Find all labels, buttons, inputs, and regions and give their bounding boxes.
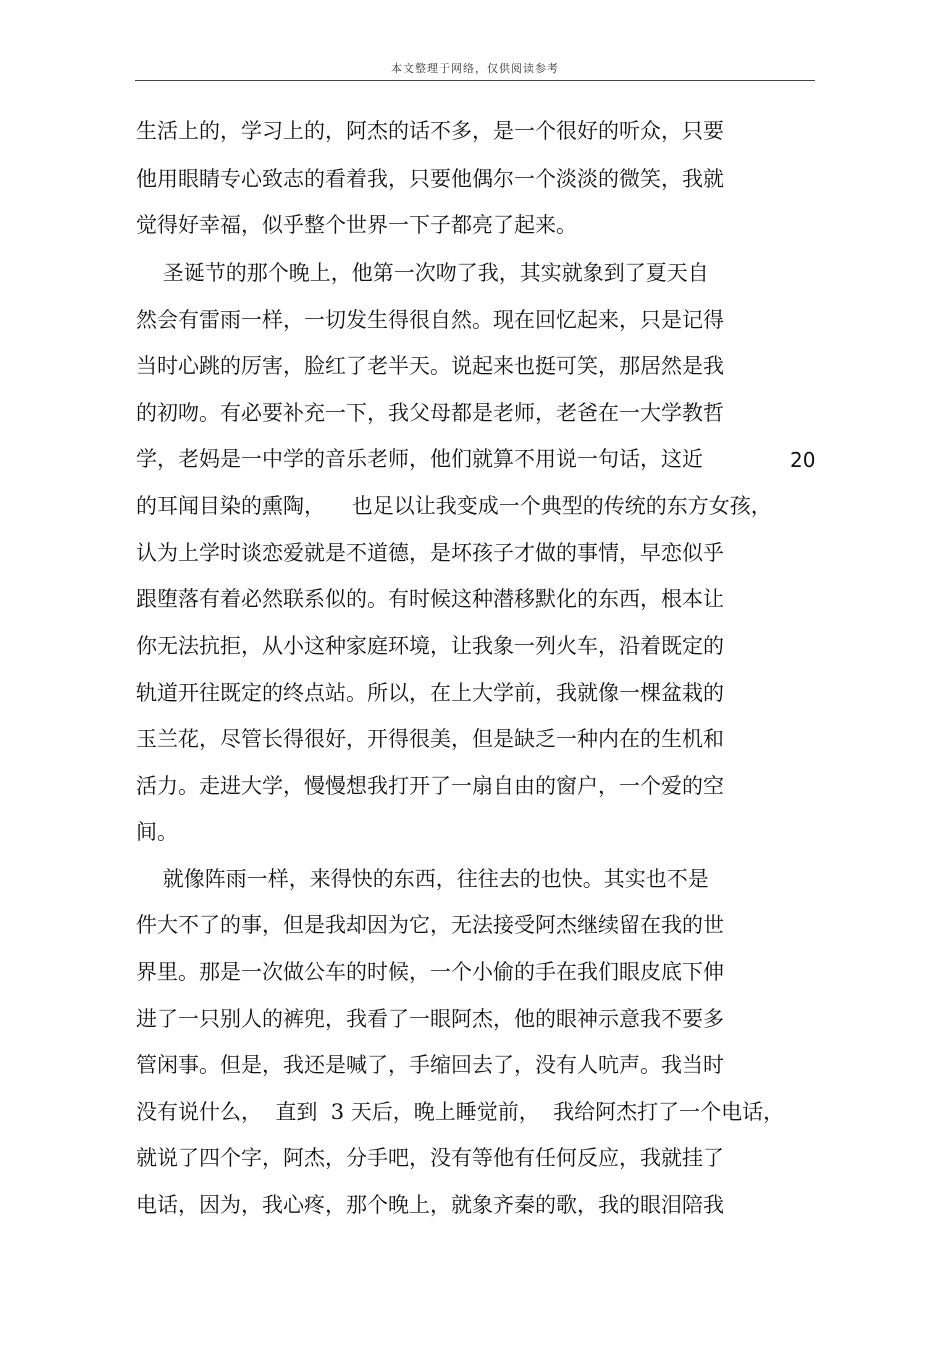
text-line: 你无法抗拒，从小这种家庭环境，让我象一列火车，沿着既定的 [136,634,724,658]
text-line: 电话，因为，我心疼，那个晚上，就象齐秦的歌，我的眼泪陪我 [136,1193,724,1217]
text-line: 玉兰花，尽管长得很好，开得很美，但是缺乏一种内在的生机和 [136,727,724,751]
header-divider [135,80,815,81]
text-line: 当时心跳的厉害，脸红了老半天。说起来也挺可笑，那居然是我 [136,354,724,378]
text-line: 没有说什么， 直到 3 天后，晚上睡觉前， 我给阿杰打了一个电话， [136,1100,785,1124]
text-line: 活力。走进大学，慢慢想我打开了一扇自由的窗户，一个爱的空 [136,774,724,798]
text-line: 界里。那是一次做公车的时候，一个小偷的手在我们眼皮底下伸 [136,960,724,984]
text-line: 然会有雷雨一样，一切发生得很自然。现在回忆起来，只是记得 [136,308,724,332]
header-note: 本文整理于网络，仅供阅读参考 [391,62,559,75]
text-line: 间。 [136,820,178,844]
text-line: 认为上学时谈恋爱就是不道德，是坏孩子才做的事情，早恋似乎 [136,541,724,565]
text-line: 的耳闻目染的熏陶， 也足以让我变成一个典型的传统的东方女孩， [136,494,772,518]
text-line: 生活上的，学习上的，阿杰的话不多，是一个很好的听众，只要 [136,119,724,143]
text-line: 轨道开往既定的终点站。所以，在上大学前，我就像一棵盆栽的 [136,681,724,705]
text-line: 他用眼睛专心致志的看着我，只要他偶尔一个淡淡的微笑，我就 [136,167,724,191]
text-line: 圣诞节的那个晚上，他第一次吻了我，其实就象到了夏天自 [136,261,709,285]
text-line: 的初吻。有必要补充一下，我父母都是老师，老爸在一大学教哲 [136,401,724,425]
text-line: 件大不了的事，但是我却因为它，无法接受阿杰继续留在我的世 [136,913,724,937]
page-number: 20 [790,448,816,472]
text-line: 就像阵雨一样，来得快的东西，往往去的也快。其实也不是 [136,867,709,891]
text-line: 觉得好幸福，似乎整个世界一下子都亮了起来。 [136,213,577,237]
text-line: 就说了四个字，阿杰，分手吧，没有等他有任何反应，我就挂了 [136,1146,724,1170]
text-line: 进了一只别人的裤兜，我看了一眼阿杰，他的眼神示意我不要多 [136,1007,724,1031]
text-line: 跟堕落有着必然联系似的。有时候这种潜移默化的东西，根本让 [136,587,724,611]
text-line: 学，老妈是一中学的音乐老师，他们就算不用说一句话，这近 [136,447,703,471]
text-line: 管闲事。但是，我还是喊了，手缩回去了，没有人吭声。我当时 [136,1053,724,1077]
